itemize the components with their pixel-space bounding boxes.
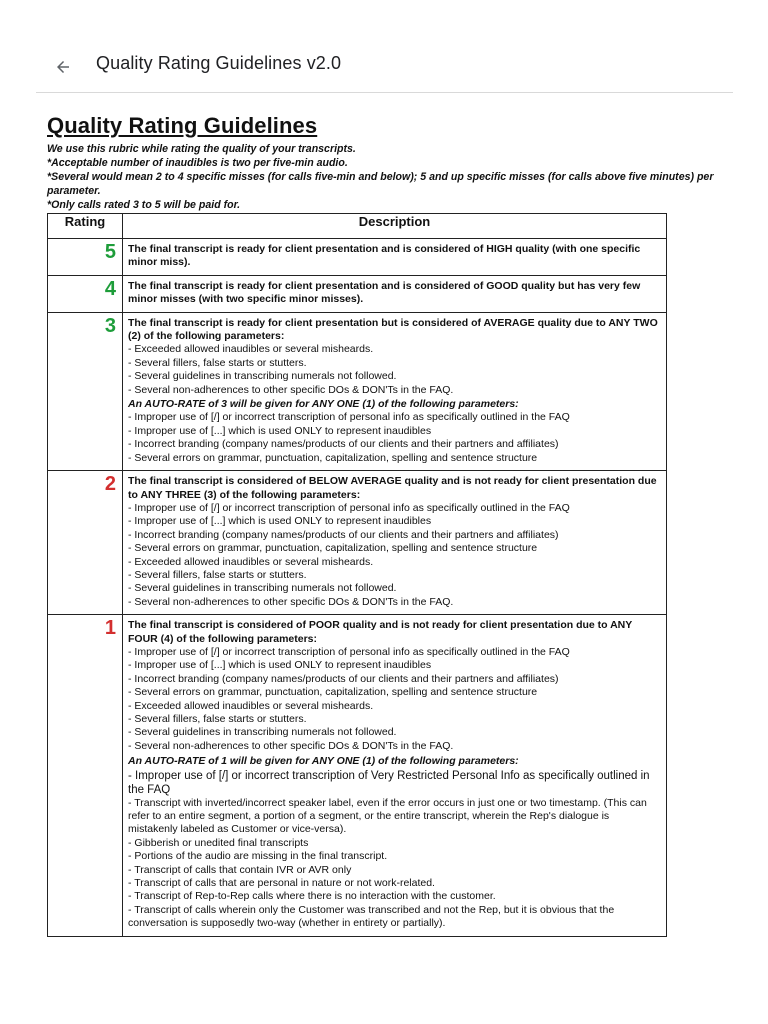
parameter-item: - Several guidelines in transcribing numerals not followed. — [128, 582, 397, 595]
auto-rate-item: - Gibberish or unedited final transcripts — [128, 836, 309, 849]
table-row — [48, 312, 667, 470]
parameter-item: - Exceeded allowed inaudibles or several misheards. — [128, 343, 374, 356]
parameter-item: - Several non-adherences to other specific DOs & DON'Ts in the FAQ. — [128, 739, 454, 752]
rating-value: 3 — [48, 312, 123, 470]
header-divider — [36, 92, 733, 93]
description-heading: The final transcript is ready for client presentation but is considered of AVERAGE quality due to ANY TWO (2) of the following parameters: — [128, 316, 658, 343]
back-button[interactable] — [48, 52, 78, 82]
table-row — [48, 471, 667, 615]
parameter-item: - Several fillers, false starts or stutters. — [128, 356, 307, 369]
auto-rate-item: - Improper use of [/] or incorrect transcription of Very Restricted Personal Info as specifically outlined in the FAQ — [128, 769, 650, 796]
auto-rate-item: - Transcript of calls that are personal in nature or not work-related. — [128, 877, 435, 890]
app-title: Quality Rating Guidelines v2.0 — [96, 53, 342, 73]
rating-table — [47, 213, 667, 937]
auto-rate-item: - Incorrect branding (company names/products of our clients and their partners and affiliates) — [128, 438, 559, 451]
intro-line: *Several would mean 2 to 4 specific misses (for calls five-min and below); 5 and up specific misses (for calls above five minutes) per parameter. — [47, 171, 714, 197]
document-title: Quality Rating Guidelines — [47, 113, 318, 138]
parameter-item: - Improper use of [/] or incorrect transcription of personal info as specifically outlined in the FAQ — [128, 645, 570, 658]
table-row — [48, 239, 667, 276]
parameter-item: - Incorrect branding (company names/products of our clients and their partners and affiliates) — [128, 672, 559, 685]
intro-line: *Only calls rated 3 to 5 will be paid for. — [47, 199, 241, 211]
parameter-item: - Several errors on grammar, punctuation, capitalization, spelling and sentence structure — [128, 542, 538, 555]
parameter-item: - Several non-adherences to other specific DOs & DON'Ts in the FAQ. — [128, 595, 454, 608]
document — [47, 113, 727, 937]
parameter-item: - Several guidelines in transcribing numerals not followed. — [128, 726, 397, 739]
table-row — [48, 275, 667, 312]
parameter-item: - Improper use of [/] or incorrect transcription of personal info as specifically outlined in the FAQ — [128, 501, 570, 514]
auto-rate-item: - Transcript with inverted/incorrect speaker label, even if the error occurs in just one or two timestamp. (This can refer to an entire segment, a portion of a segment, or the entire transcript, wherein the Rep's dialogue is mistakenly labeled as Customer or vice-versa). — [128, 796, 647, 836]
rating-description — [123, 312, 667, 470]
description-column-header: Description — [123, 214, 667, 239]
parameter-item: - Several fillers, false starts or stutters. — [128, 713, 307, 725]
auto-rate-heading: An AUTO-RATE of 3 will be given for ANY ONE (1) of the following parameters: — [128, 398, 519, 411]
parameter-item: - Incorrect branding (company names/products of our clients and their partners and affiliates) — [128, 528, 559, 541]
table-header-row — [48, 214, 667, 239]
intro-line: We use this rubric while rating the quality of your transcripts. — [47, 143, 356, 155]
table-row — [48, 615, 667, 937]
description-heading: The final transcript is ready for client presentation and is considered of HIGH quality (with one specific minor miss). — [128, 243, 641, 269]
rating-description — [123, 471, 667, 615]
intro-line: *Acceptable number of inaudibles is two per five-min audio. — [47, 157, 348, 169]
description-heading: The final transcript is considered of POOR quality and is not ready for client presentation due to ANY FOUR (4) of the following parameters: — [128, 619, 633, 645]
parameter-item: - Exceeded allowed inaudibles or several misheards. — [128, 699, 374, 712]
description-heading: The final transcript is ready for client presentation and is considered of GOOD quality but has very few minor misses (with two specific minor misses). — [128, 279, 641, 306]
parameter-item: - Improper use of [...] which is used ONLY to represent inaudibles — [128, 659, 432, 672]
auto-rate-item: - Transcript of Rep-to-Rep calls where there is no interaction with the customer. — [128, 890, 496, 903]
rating-description — [123, 239, 667, 276]
app-bar — [0, 0, 768, 93]
rating-description — [123, 275, 667, 312]
auto-rate-item: - Transcript of calls wherein only the Customer was transcribed and not the Rep, but it is obvious that the conversation is supposedly two-way (whether in entirety or partially). — [128, 903, 615, 930]
auto-rate-heading: An AUTO-RATE of 1 will be given for ANY ONE (1) of the following parameters: — [128, 755, 519, 768]
parameter-item: - Exceeded allowed inaudibles or several misheards. — [128, 555, 374, 568]
rating-description — [123, 615, 667, 937]
rating-value: 2 — [48, 471, 123, 615]
auto-rate-item: - Portions of the audio are missing in the final transcript. — [128, 850, 388, 863]
parameter-item: - Several guidelines in transcribing numerals not followed. — [128, 370, 397, 383]
intro-notes — [47, 142, 727, 212]
rating-value: 5 — [48, 239, 123, 276]
arrow-left-icon — [54, 58, 72, 76]
rating-value: 4 — [48, 275, 123, 312]
parameter-item: - Several non-adherences to other specific DOs & DON'Ts in the FAQ. — [128, 383, 454, 396]
rating-value: 1 — [48, 615, 123, 937]
auto-rate-item: - Several errors on grammar, punctuation, capitalization, spelling and sentence structure — [128, 451, 538, 464]
auto-rate-item: - Transcript of calls that contain IVR or AVR only — [128, 863, 352, 876]
parameter-item: - Several fillers, false starts or stutters. — [128, 568, 307, 581]
description-heading: The final transcript is considered of BELOW AVERAGE quality and is not ready for client presentation due to ANY THREE (3) of the following parameters: — [128, 475, 657, 501]
rating-column-header: Rating — [48, 214, 123, 239]
auto-rate-item: - Improper use of [/] or incorrect transcription of personal info as specifically outlined in the FAQ — [128, 411, 570, 424]
parameter-item: - Several errors on grammar, punctuation, capitalization, spelling and sentence structure — [128, 686, 538, 699]
parameter-item: - Improper use of [...] which is used ONLY to represent inaudibles — [128, 515, 432, 528]
auto-rate-item: - Improper use of [...] which is used ONLY to represent inaudibles — [128, 424, 432, 437]
